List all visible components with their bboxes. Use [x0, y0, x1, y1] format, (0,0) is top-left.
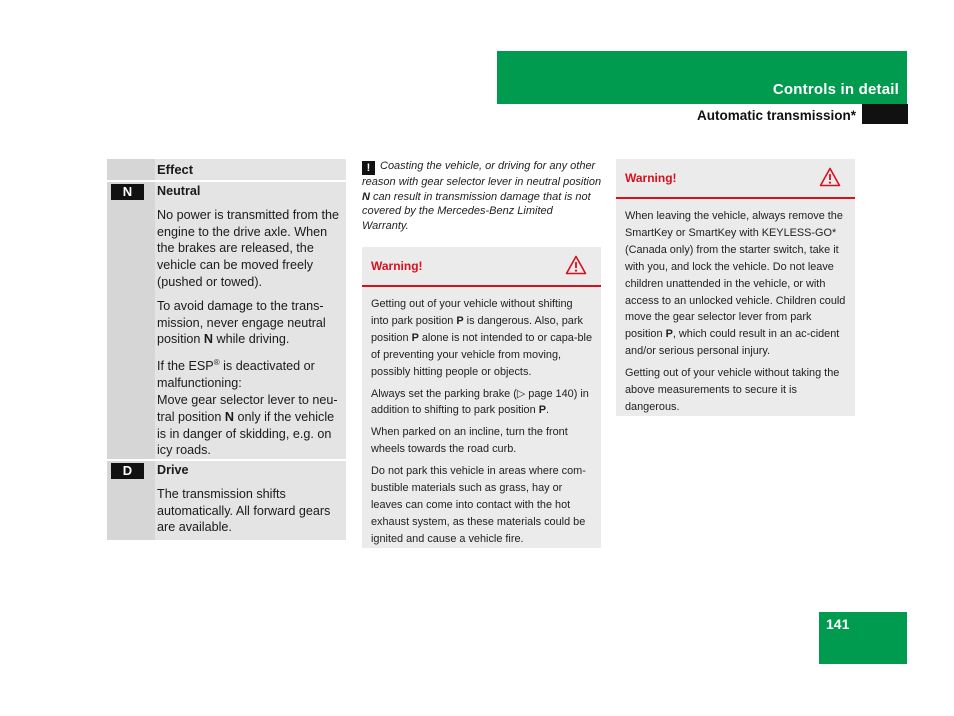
warning-park-text: Getting out of your vehicle without shifting into park position P is dangerous. Also, park position P alone is not intended to or capa-ble of preventing your vehicle from moving, possibly hitting people or objects.	[371, 298, 593, 378]
warning-fire-text: Do not park this vehicle in areas where com-bustible materials such as grass, hay or leaves can come into contact with the hot exhaust system, as these materials could be ignited and cause a vehicle fire.	[371, 465, 586, 545]
table-header	[155, 159, 346, 181]
warning-body	[616, 199, 855, 424]
table-header-effect: Effect	[157, 162, 194, 177]
neutral-esp-note: If the ESP® is deactivated or malfunctioning: Move gear selector lever to neu-tral position N only if the vehicle is in danger of skidding, e.g. on icy roads.	[157, 358, 338, 458]
warning-title: Warning!	[371, 259, 423, 273]
neutral-description: No power is transmitted from the engine to the drive axle. When the brakes are released, the vehicle can be moved freely (pushed or towed).	[157, 207, 339, 289]
table-key-column	[107, 159, 155, 540]
warning-smartkey-text: When leaving the vehicle, always remove the SmartKey or SmartKey with KEYLESS-GO* (Canada only) from the starter switch, take it with you, and lock the vehicle. Do not leave children unattended in the vehicle, or with access to an unlocked vehicle. Children could move the gear selector lever from park position P, which could result in an ac-cident and/or serious personal injury.	[625, 210, 846, 358]
page-number: 141	[826, 616, 850, 632]
warning-box-smartkey	[616, 159, 855, 416]
drive-description: The transmission shifts automatically. All forward gears are available.	[157, 486, 331, 535]
warning-header	[616, 159, 855, 199]
warning-box-park	[362, 247, 601, 548]
warning-body	[362, 287, 601, 556]
warning-triangle-icon	[819, 167, 841, 187]
transmission-damage-notice: ! Coasting the vehicle, or driving for any other reason with gear selector lever in neutral position N can result in transmission damage that is not covered by the Mercedes-Benz Limited Warranty.	[362, 160, 602, 232]
row-divider	[107, 459, 346, 461]
warning-header	[362, 247, 601, 287]
table-row-drive	[157, 462, 343, 536]
warning-title: Warning!	[625, 171, 677, 185]
exclamation-icon: !	[362, 161, 375, 175]
neutral-caution: To avoid damage to the trans-mission, never engage neutral position N while driving.	[157, 298, 326, 347]
row-divider	[107, 180, 346, 182]
page-reference-arrow-icon: ▷	[516, 387, 526, 400]
warning-secure-text: Getting out of your vehicle without taking the above measurements to secure it is dangerous.	[625, 367, 840, 413]
row-title-neutral: Neutral	[157, 184, 201, 198]
warning-incline-text: When parked on an incline, turn the front wheels towards the road curb.	[371, 426, 568, 456]
table-row-neutral	[157, 183, 343, 459]
gear-key-d: D	[111, 463, 144, 479]
warning-parking-brake-text: Always set the parking brake (▷ page 140) in addition to shifting to park position P.	[371, 387, 589, 417]
gear-effect-table	[107, 159, 346, 540]
gear-key-n: N	[111, 184, 144, 200]
page-number-box	[819, 612, 907, 664]
subsection-title: Automatic transmission*	[696, 108, 856, 123]
header-tab-marker	[862, 104, 908, 124]
warning-triangle-icon	[565, 255, 587, 275]
header-section-banner	[497, 51, 907, 104]
section-title: Controls in detail	[772, 81, 899, 98]
row-title-drive: Drive	[157, 463, 189, 477]
